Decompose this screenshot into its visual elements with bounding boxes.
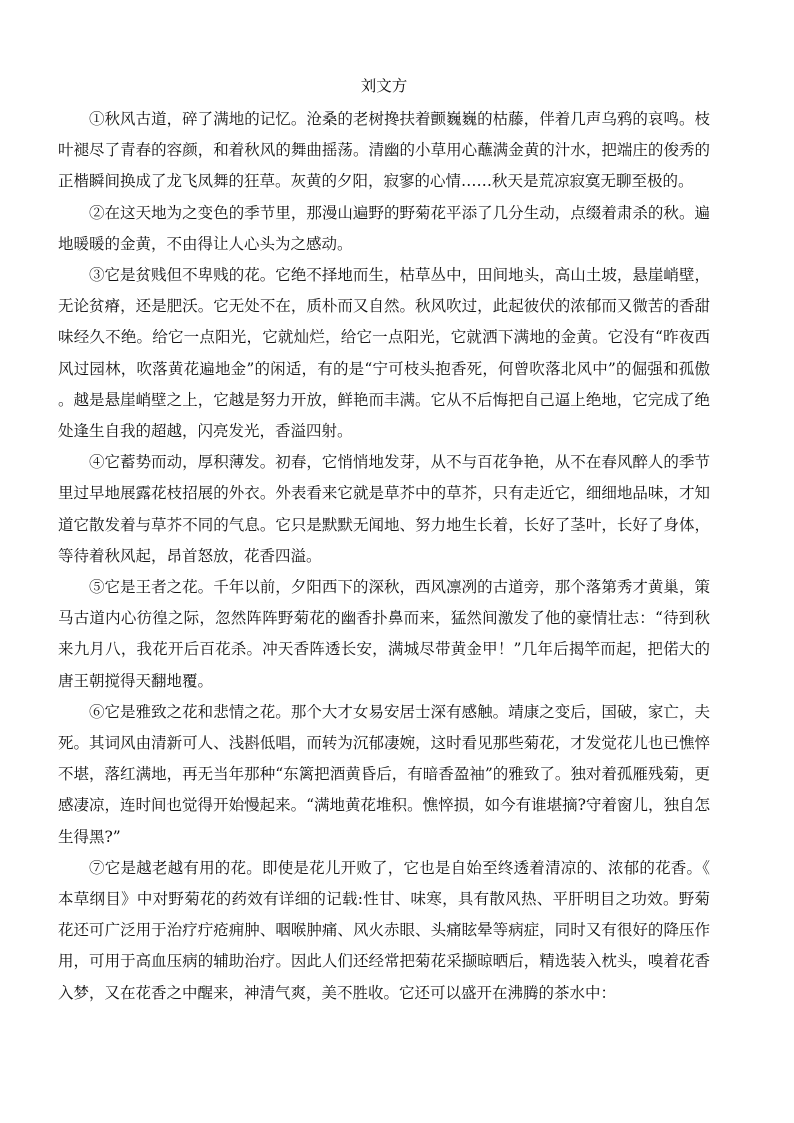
- paragraph-1: ①秋风古道，碎了满地的记忆。沧桑的老树搀扶着颤巍巍的枯藤，伴着几声乌鸦的哀鸣。枝叶褪尽了青春的容颜，和着秋风的舞曲摇荡。清幽的小草用心蘸满金黄的汁水，把端庄的俊秀的正楷瞬间换成了龙飞凤舞的狂草。灰黄的夕阳，寂寥的心情……秋天是荒凉寂寞无聊至极的。: [58, 110, 710, 191]
- article-author: 刘文方: [360, 77, 408, 95]
- paragraph-5: ⑤它是王者之花。千年以前，夕阳西下的深秋，西风凛冽的古道旁，那个落第秀才黄巢，策马古道内心彷徨之际，忽然阵阵野菊花的幽香扑鼻而来，猛然间激发了他的豪情壮志：“待到秋来九月八，我花开后百花杀。冲天香阵透长安，满城尽带黄金甲！”几年后揭竿而起，把偌大的唐王朝搅得天翻地覆。: [58, 578, 710, 690]
- paragraph-6: ⑥它是雅致之花和悲情之花。那个大才女易安居士深有感触。靖康之变后，国破，家亡，夫死。其词风由清新可人、浅斟低唱，而转为沉郁凄婉，这时看见那些菊花，才发觉花儿也已憔悴不堪，落红满地，再无当年那种“东篱把酒黄昏后，有暗香盈袖”的雅致了。独对着孤雁残菊，更感凄凉，连时间也觉得开始慢起来。“满地黄花堆积。憔悴损，如今有谁堪摘?守着窗儿，独自怎生得黑?”: [58, 702, 710, 846]
- paragraph-3: ③它是贫贱但不卑贱的花。它绝不择地而生，枯草丛中，田间地头，高山土坡，悬崖峭壁，无论贫瘠，还是肥沃。它无处不在，质朴而又自然。秋风吹过，此起彼伏的浓郁而又微苦的香甜味经久不绝。给它一点阳光，它就灿烂，给它一点阳光，它就洒下满地的金黄。它没有“昨夜西风过园林，吹落黄花遍地金”的闲适，有的是“宁可枝头抱香死，何曾吹落北风中”的倔强和孤傲。越是悬崖峭壁之上，它越是努力开放，鲜艳而丰满。它从不后悔把自己逼上绝地，它完成了绝处逢生自我的超越，闪亮发光，香溢四射。: [58, 266, 710, 441]
- article-body: [58, 104, 710, 1009]
- paragraph-4: ④它蓄势而动，厚积薄发。初春，它悄悄地发芽，从不与百花争艳，从不在春风醉人的季节里过早地展露花枝招展的外衣。外表看来它就是草芥中的草芥，只有走近它，细细地品味，才知道它散发着与草芥不同的气息。它只是默默无闻地、努力地生长着，长好了茎叶，长好了身体，等待着秋风起，昂首怒放，花香四溢。: [58, 453, 710, 565]
- paragraph-7: ⑦它是越老越有用的花。即使是花儿开败了，它也是自始至终透着清凉的、浓郁的花香。《本草纲目》中对野菊花的药效有详细的记载:性甘、味寒，具有散风热、平肝明目之功效。野菊花还可广泛用于治疗疔疮痈肿、咽喉肿痛、风火赤眼、头痛眩晕等病症，同时又有很好的降压作用，可用于高血压病的辅助治疗。因此人们还经常把菊花采撷晾晒后，精选装入枕头，嗅着花香入梦，又在花香之中醒来，神清气爽，美不胜收。它还可以盛开在沸腾的茶水中：: [58, 858, 710, 1002]
- paragraph-2: ②在这天地为之变色的季节里，那漫山遍野的野菊花平添了几分生动，点缀着肃杀的秋。遍地暖暖的金黄，不由得让人心头为之感动。: [58, 203, 710, 253]
